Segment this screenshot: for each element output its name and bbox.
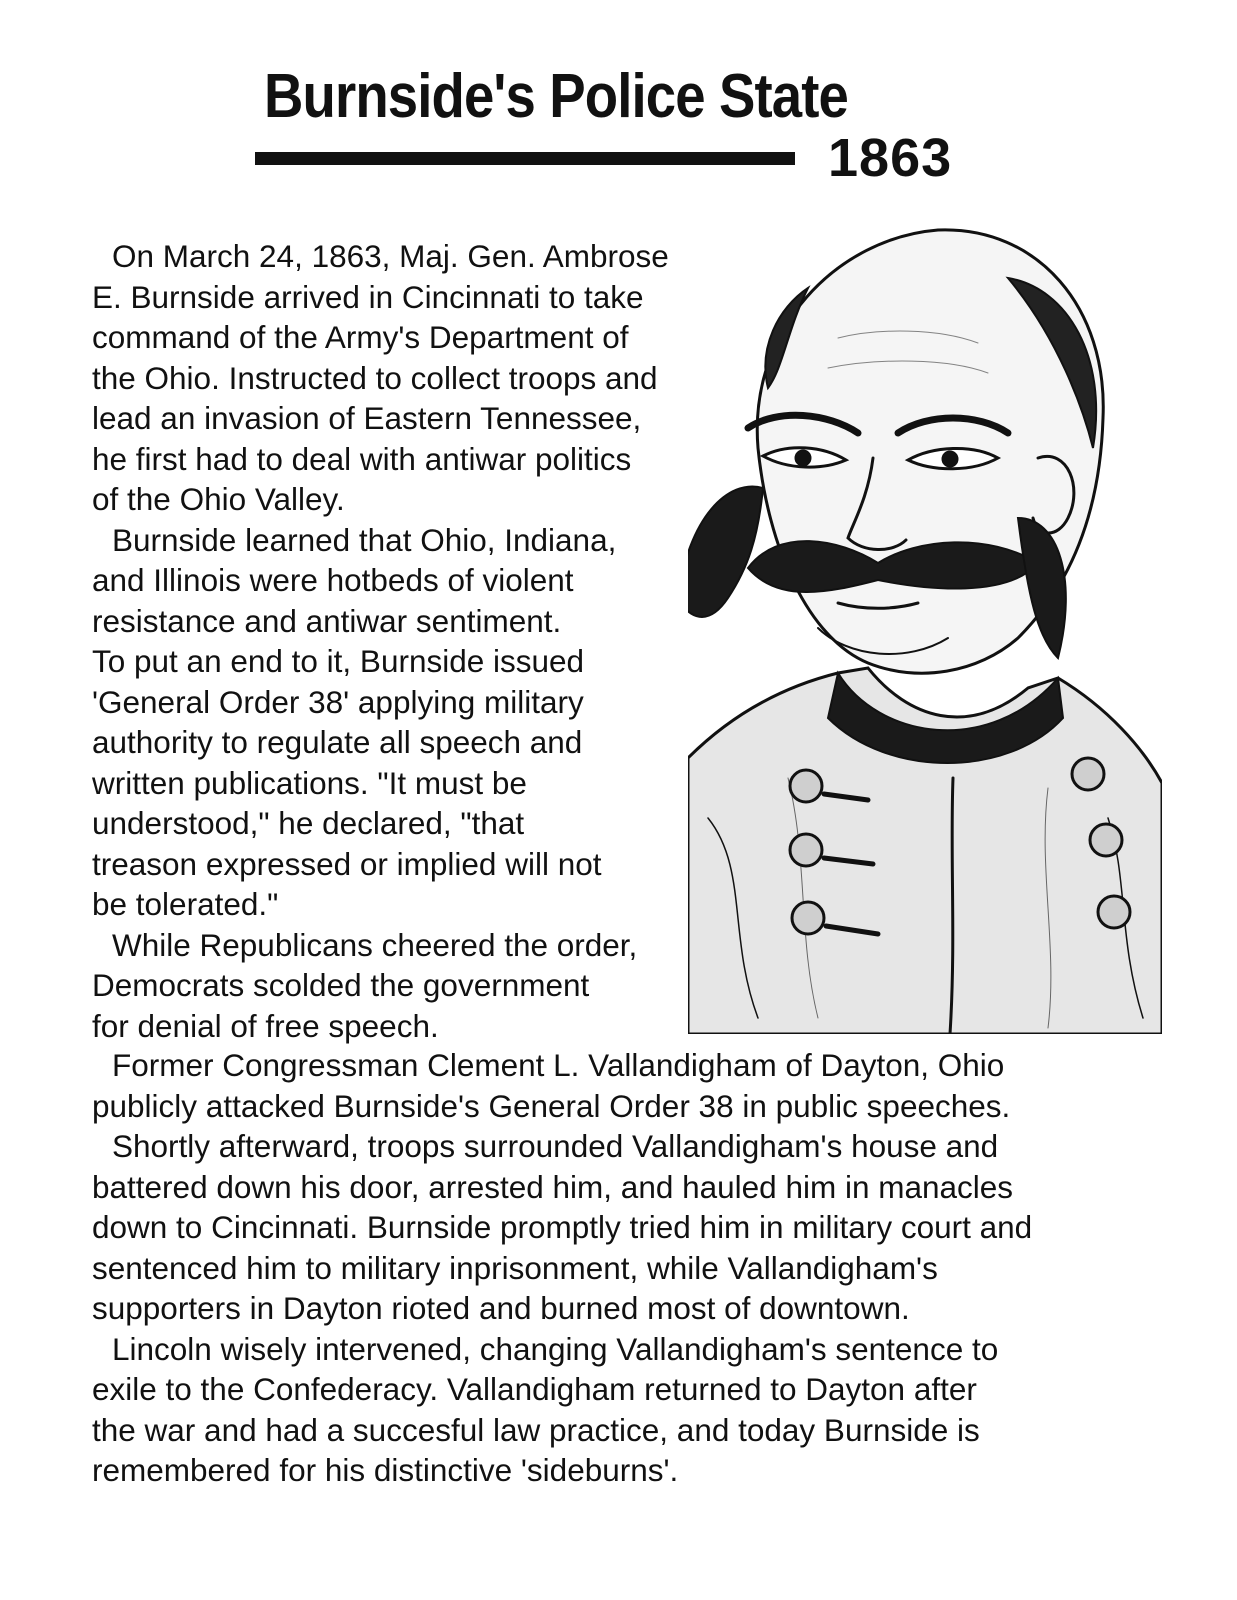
body-line: understood," he declared, "that	[92, 805, 525, 841]
coat-outline	[688, 668, 1162, 1034]
body-line: While Republicans cheered the order,	[112, 926, 638, 963]
page-year: 1863	[828, 128, 953, 188]
body-text-bottom	[92, 1045, 1032, 1491]
body-line: command of the Army's Department of	[92, 319, 629, 355]
body-line: battered down his door, arrested him, and hauled him in manacles	[92, 1168, 1014, 1205]
body-line: resistance and antiwar sentiment.	[92, 602, 562, 639]
body-line: the war and had a succesful law practice, and today Burnside is	[92, 1411, 980, 1448]
body-line: Burnside learned that Ohio, Indiana,	[112, 521, 617, 558]
body-line: sentenced him to military inprisonment, while Vallandigham's	[92, 1249, 938, 1286]
sideburn-left	[688, 486, 763, 616]
body-line: be tolerated."	[92, 886, 279, 922]
body-line: down to Cincinnati. Burnside promptly tried him in military court and	[92, 1209, 1033, 1245]
body-line: On March 24, 1863, Maj. Gen. Ambrose	[112, 238, 669, 274]
body-line: To put an end to it, Burnside issued	[92, 643, 585, 679]
body-line: exile to the Confederacy. Vallandigham returned to Dayton after	[92, 1371, 977, 1407]
body-line: for denial of free speech.	[92, 1007, 439, 1044]
body-line: remembered for his distinctive 'sideburns'.	[92, 1452, 679, 1488]
body-line: the Ohio. Instructed to collect troops and	[92, 359, 658, 396]
body-line: written publications. "It must be	[92, 764, 527, 801]
page-title: Burnside's Police State	[264, 62, 849, 131]
body-line: lead an invasion of Eastern Tennessee,	[92, 400, 642, 436]
body-line: Former Congressman Clement L. Vallandigham of Dayton, Ohio	[112, 1047, 1005, 1083]
body-line: 'General Order 38' applying military	[92, 683, 584, 720]
body-line: Shortly afterward, troops surrounded Vallandigham's house and	[112, 1128, 999, 1164]
body-line: E. Burnside arrived in Cincinnati to take	[92, 278, 644, 315]
body-line: Democrats scolded the government	[92, 967, 590, 1003]
body-line: of the Ohio Valley.	[92, 481, 345, 517]
body-line: treason expressed or implied will not	[92, 845, 602, 882]
body-line: Lincoln wisely intervened, changing Vallandigham's sentence to	[112, 1330, 999, 1367]
body-text-top	[92, 236, 669, 1046]
body-line: authority to regulate all speech and	[92, 724, 583, 760]
body-line: and Illinois were hotbeds of violent	[92, 562, 574, 598]
title-rule	[255, 152, 795, 165]
burnside-portrait	[688, 218, 1162, 1034]
body-line: he first had to deal with antiwar politics	[92, 440, 632, 477]
portrait-drawing	[688, 218, 1162, 1034]
body-line: publicly attacked Burnside's General Order 38 in public speeches.	[92, 1087, 1011, 1124]
body-line: supporters in Dayton rioted and burned most of downtown.	[92, 1290, 910, 1326]
